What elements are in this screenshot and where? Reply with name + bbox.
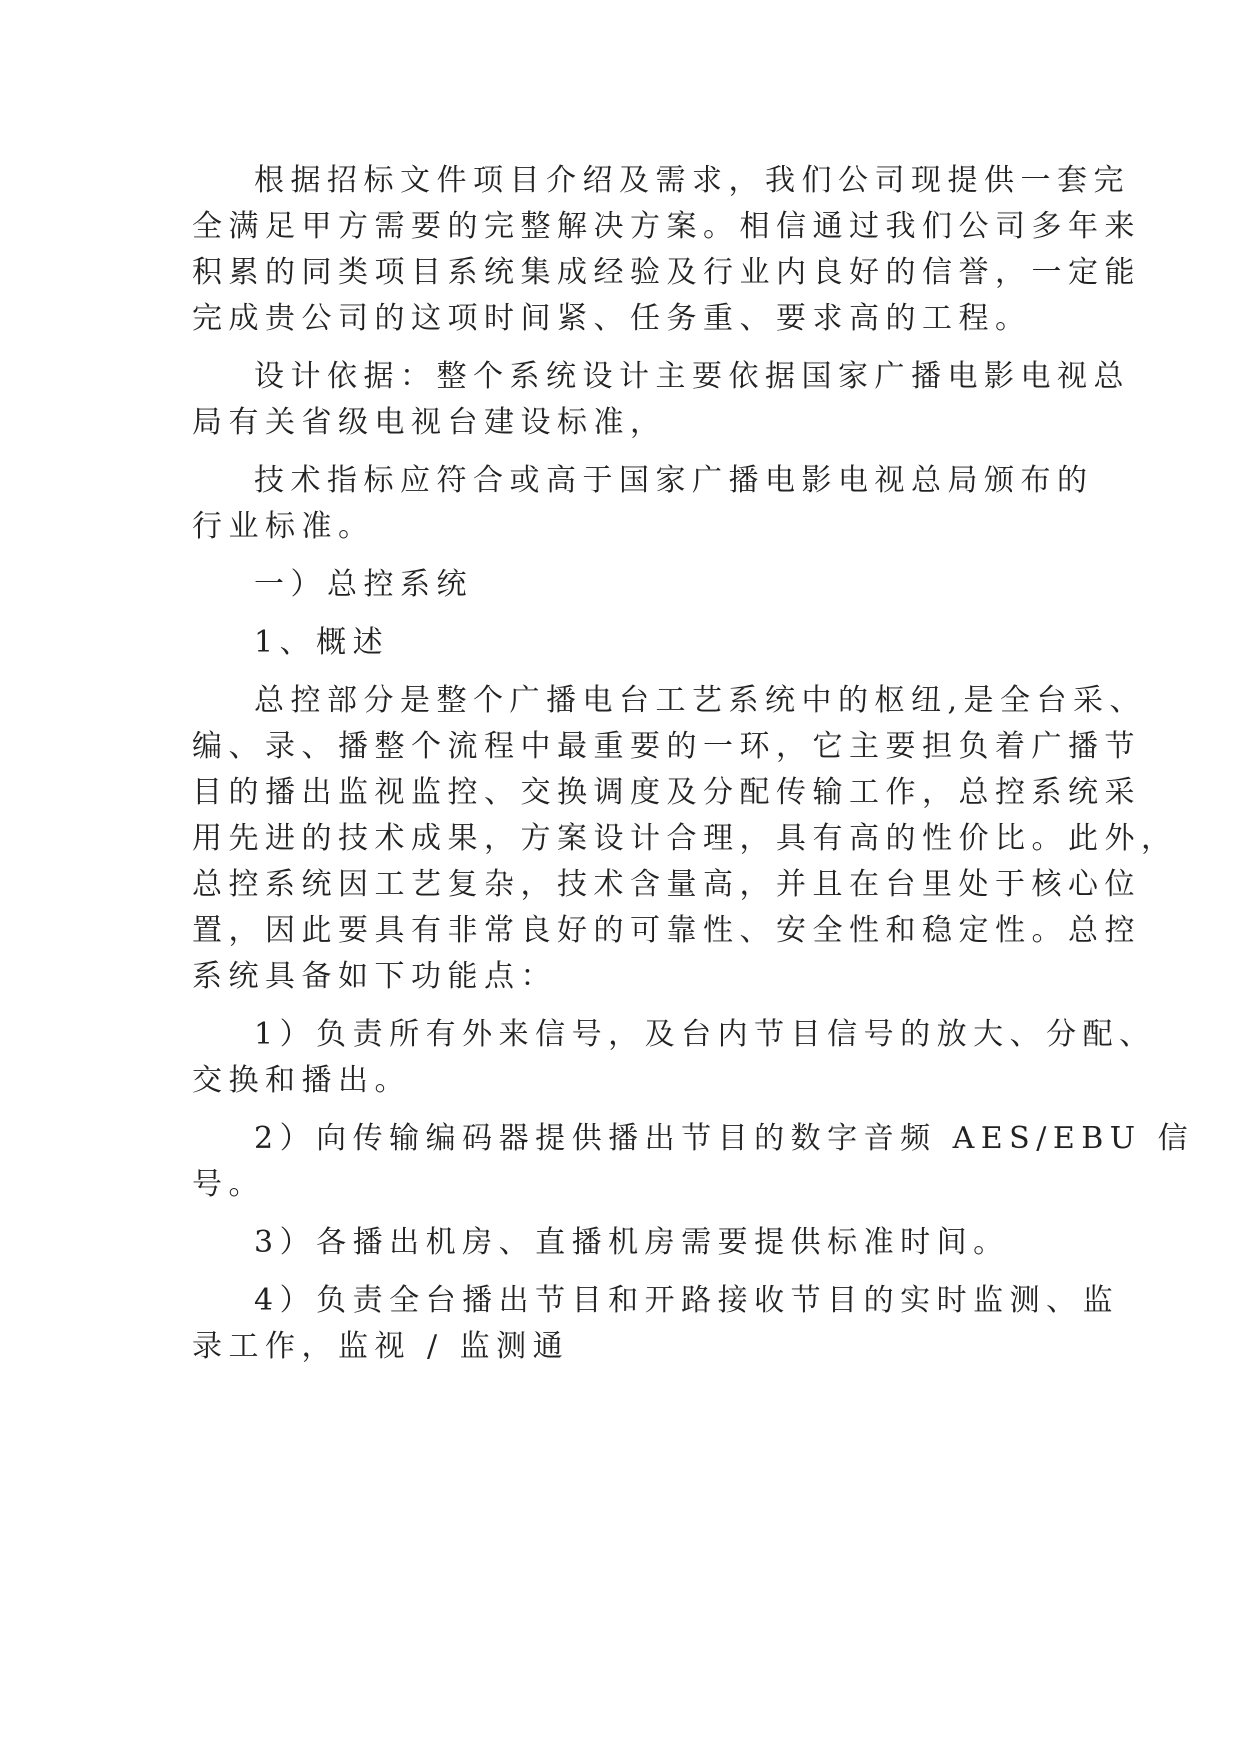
list-item-1 (192, 1012, 1156, 1104)
text-line: 置，因此要具有非常良好的可靠性、安全性和稳定性。总控 (192, 913, 1141, 948)
text-line: 根据招标文件项目介绍及需求，我们公司现提供一套完 (254, 163, 1130, 198)
text-line: 号。 (192, 1167, 265, 1202)
text-line: 总控系统因工艺复杂，技术含量高，并且在台里处于核心位 (192, 867, 1141, 902)
text-line: 设计依据：整个系统设计主要依据国家广播电影电视总 (254, 359, 1130, 394)
text-line: 总控部分是整个广播电台工艺系统中的枢纽,是全台采、 (254, 683, 1147, 718)
list-item-2 (192, 1116, 1195, 1208)
overview-paragraph (192, 678, 1178, 1000)
section-heading (192, 562, 1072, 608)
technical-spec-paragraph (192, 458, 1094, 550)
list-item-4 (192, 1278, 1120, 1370)
text-line: 积累的同类项目系统集成经验及行业内良好的信誉，一定能 (192, 255, 1141, 290)
document-page (192, 158, 1195, 1382)
intro-paragraph (192, 158, 1141, 342)
text-line: 行业标准。 (192, 509, 375, 544)
text-line: 用先进的技术成果，方案设计合理，具有高的性价比。此外， (192, 821, 1178, 856)
text-line: 完成贵公司的这项时间紧、任务重、要求高的工程。 (192, 301, 1032, 336)
list-item-3 (192, 1220, 1072, 1266)
text-line: 录工作，监视 / 监测通 (192, 1329, 570, 1364)
text-line: 技术指标应符合或高于国家广播电影电视总局颁布的 (254, 463, 1094, 498)
text-line: 编、录、播整个流程中最重要的一环，它主要担负着广播节 (192, 729, 1141, 764)
heading-line: 一）总控系统 (254, 567, 473, 602)
heading-line: 1、概述 (254, 625, 390, 660)
text-line: 1）负责所有外来信号，及台内节目信号的放大、分配、 (254, 1017, 1156, 1052)
text-line: 目的播出监视监控、交换调度及分配传输工作，总控系统采 (192, 775, 1141, 810)
text-line: 局有关省级电视台建设标准， (192, 405, 667, 440)
text-line: 交换和播出。 (192, 1063, 411, 1098)
text-line: 系统具备如下功能点： (192, 959, 557, 994)
text-line: 4）负责全台播出节目和开路接收节目的实时监测、监 (254, 1283, 1120, 1318)
text-line: 全满足甲方需要的完整解决方案。相信通过我们公司多年来 (192, 209, 1141, 244)
subsection-heading (192, 620, 1072, 666)
text-line: 2）向传输编码器提供播出节目的数字音频 AES/EBU 信 (254, 1121, 1195, 1156)
text-line: 3）各播出机房、直播机房需要提供标准时间。 (254, 1225, 1010, 1260)
design-basis-paragraph (192, 354, 1130, 446)
